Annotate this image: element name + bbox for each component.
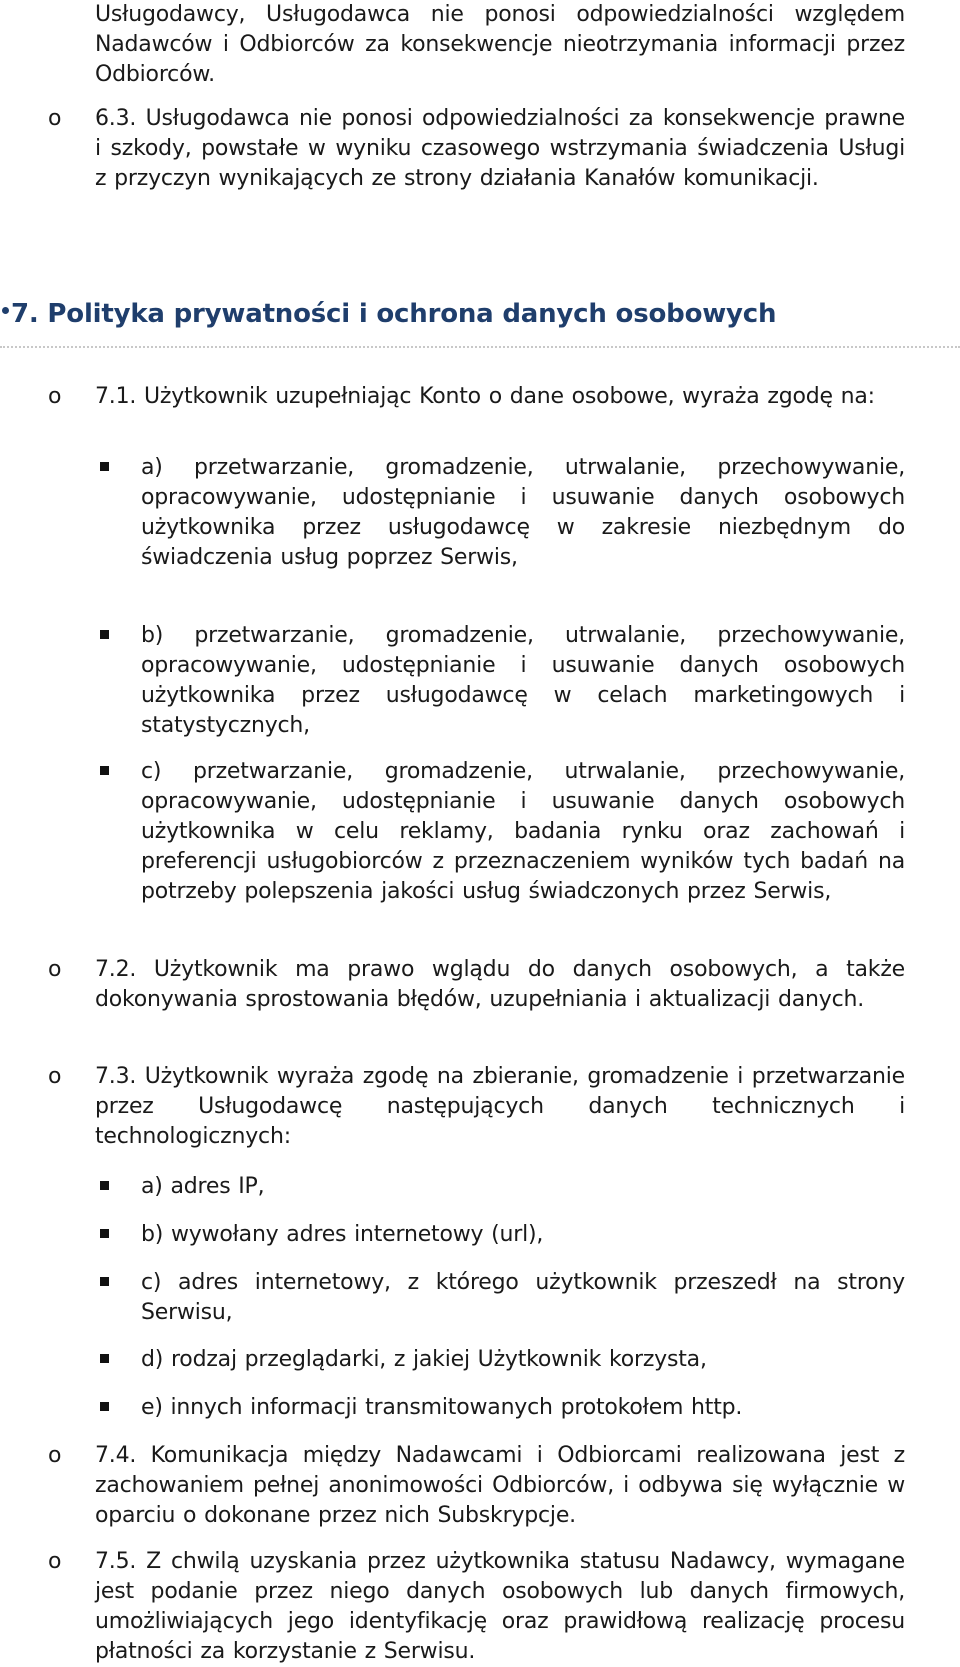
list-bullet: o xyxy=(48,106,62,131)
sublist-item-7-3-d: d) rodzaj przeglądarki, z jakiej Użytkownik korzysta, xyxy=(141,1347,707,1372)
list-item-6-3: 6.3. Usługodawca nie ponosi odpowiedzialności za konsekwencje prawne i szkody, powstałe w wyniku czasowego wstrzymania świadczenia Usługi z przyczyn wynikających ze strony działania Kanałów komunikacji. xyxy=(95,106,905,191)
sublist-item-7-3-e: e) innych informacji transmitowanych protokołem http. xyxy=(141,1395,743,1420)
square-bullet-icon xyxy=(100,1354,109,1363)
paragraph-continuation: Usługodawcy, Usługodawca nie ponosi odpowiedzialności względem Nadawców i Odbiorców za konsekwencje nieotrzymania informacji przez Odbiorców. xyxy=(95,2,905,87)
square-bullet-icon xyxy=(100,766,109,775)
square-bullet-icon xyxy=(100,1229,109,1238)
list-bullet: o xyxy=(48,1064,62,1089)
square-bullet-icon xyxy=(100,1181,109,1190)
list-item-7-4: 7.4. Komunikacja między Nadawcami i Odbiorcami realizowana jest z zachowaniem pełnej anonimowości Odbiorców, i odbywa się wyłącznie w oparciu o dokonane przez nich Subskrypcje. xyxy=(95,1443,905,1528)
square-bullet-icon xyxy=(100,462,109,471)
sublist-item-7-1-a: a) przetwarzanie, gromadzenie, utrwalanie, przechowywanie, opracowywanie, udostępnianie i usuwanie danych osobowych użytkownika przez usługodawcę w zakresie niezbędnym do świadczenia usług poprzez Serwis, xyxy=(141,455,905,570)
list-bullet: o xyxy=(48,384,62,409)
list-item-7-1: 7.1. Użytkownik uzupełniając Konto o dane osobowe, wyraża zgodę na: xyxy=(95,384,875,409)
list-item-7-2: 7.2. Użytkownik ma prawo wglądu do danych osobowych, a także dokonywania sprostowania błędów, uzupełniania i aktualizacji danych. xyxy=(95,957,905,1012)
heading-bullet-icon xyxy=(2,307,9,314)
list-bullet: o xyxy=(48,1549,62,1574)
sublist-item-7-3-b: b) wywołany adres internetowy (url), xyxy=(141,1222,544,1247)
list-bullet: o xyxy=(48,957,62,982)
heading-divider xyxy=(0,346,960,348)
section-heading: 7. Polityka prywatności i ochrona danych osobowych xyxy=(11,299,777,329)
sublist-item-7-3-c: c) adres internetowy, z którego użytkownik przeszedł na strony Serwisu, xyxy=(141,1270,905,1325)
square-bullet-icon xyxy=(100,1277,109,1286)
square-bullet-icon xyxy=(100,630,109,639)
sublist-item-7-1-b: b) przetwarzanie, gromadzenie, utrwalanie, przechowywanie, opracowywanie, udostępnianie i usuwanie danych osobowych użytkownika przez usługodawcę w celach marketingowych i statystycznych, xyxy=(141,623,905,738)
list-item-7-5: 7.5. Z chwilą uzyskania przez użytkownika statusu Nadawcy, wymagane jest podanie przez niego danych osobowych lub danych firmowych, umożliwiających jego identyfikację oraz prawidłową realizację procesu płatności za korzystanie z Serwisu. xyxy=(95,1549,905,1664)
sublist-item-7-1-c: c) przetwarzanie, gromadzenie, utrwalanie, przechowywanie, opracowywanie, udostępnianie i usuwanie danych osobowych użytkownika w celu reklamy, badania rynku oraz zachowań i preferencji usługobiorców z przeznaczeniem wyników tych badań na potrzeby polepszenia jakości usług świadczonych przez Serwis, xyxy=(141,759,905,904)
list-bullet: o xyxy=(48,1443,62,1468)
list-item-7-3: 7.3. Użytkownik wyraża zgodę na zbieranie, gromadzenie i przetwarzanie przez Usługodawcę następujących danych technicznych i technologicznych: xyxy=(95,1064,905,1149)
sublist-item-7-3-a: a) adres IP, xyxy=(141,1174,265,1199)
square-bullet-icon xyxy=(100,1402,109,1411)
